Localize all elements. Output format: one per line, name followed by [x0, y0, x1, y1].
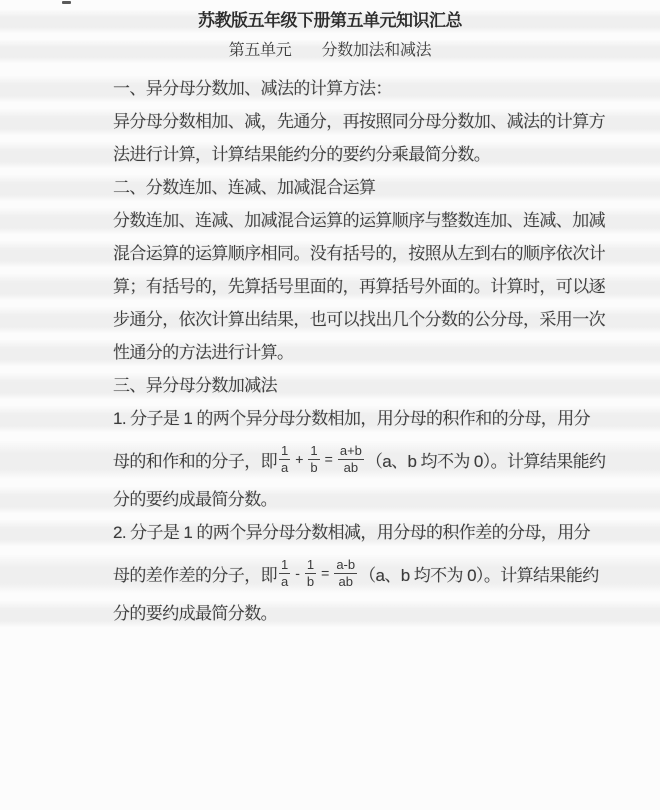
paragraph-line: 算；有括号的，先算括号里面的，再算括号外面的。计算时，可以逐 [0, 270, 660, 303]
paragraph-line: 法进行计算，计算结果能约分的要约分乘最简分数。 [0, 138, 660, 171]
subtitle-topic: 分数加法和减法 [321, 42, 432, 59]
denominator: a [281, 459, 289, 475]
paragraph-line: 异分母分数相加、减，先通分，再按照同分母分数加、减法的计算方 [0, 105, 660, 138]
item-1-intro-line: 1. 分子是 1 的两个异分母分数相加，用分母的积作和的分母，用分 [0, 402, 660, 435]
paragraph-line: 混合运算的运算顺序相同。没有括号的，按照从左到右的顺序依次计 [0, 237, 660, 270]
equals-sign: = [321, 565, 330, 581]
paragraph-line: 步通分，依次计算出结果，也可以找出几个分数的公分母，采用一次 [0, 303, 660, 336]
denominator: ab [338, 573, 353, 589]
fraction-result [334, 558, 357, 588]
section-heading-2: 二、分数连加、连减、加减混合运算 [0, 171, 660, 204]
denominator: b [306, 573, 315, 589]
fraction-1-over-b [308, 444, 319, 474]
formula-suffix: （a、b 均不为 0）。计算结果能约 [359, 565, 599, 585]
fraction-1-over-b [305, 558, 316, 588]
denominator: b [310, 459, 318, 475]
page-subtitle [0, 36, 660, 66]
subtitle-unit: 第五单元 [228, 42, 292, 59]
numerator: 1 [281, 442, 289, 458]
paragraph-line: 性通分的方法进行计算。 [0, 336, 660, 369]
fraction-result [338, 444, 364, 474]
minus-operator: - [295, 565, 300, 581]
formula-prefix: 母的差作差的分子，即 [113, 565, 277, 585]
numerator: 1 [281, 556, 289, 572]
item-2-formula-line [0, 549, 660, 597]
item-2-intro-line: 2. 分子是 1 的两个异分母分数相减，用分母的积作差的分母，用分 [0, 516, 660, 549]
item-1-closing-line: 分的要约成最简分数。 [0, 483, 660, 516]
item-2-closing-line: 分的要约成最简分数。 [0, 597, 660, 630]
scan-artifact [62, 1, 71, 4]
paragraph-line: 分数连加、连减、加减混合运算的运算顺序与整数连加、连减、加减 [0, 204, 660, 237]
numerator: 1 [310, 442, 318, 458]
numerator: a+b [339, 442, 362, 458]
denominator: ab [343, 459, 359, 475]
item-1-formula-line [0, 435, 660, 483]
numerator: a-b [336, 556, 356, 572]
page-title: 苏教版五年级下册第五单元知识汇总 [0, 6, 660, 36]
numerator: 1 [306, 556, 315, 572]
fraction-1-over-a [279, 558, 290, 588]
formula-prefix: 母的和作和的分子，即 [113, 451, 277, 471]
formula-suffix: （a、b 均不为 0）。计算结果能约 [365, 451, 606, 471]
plus-operator: + [295, 451, 304, 467]
section-heading-1: 一、异分母分数加、减法的计算方法： [0, 72, 660, 105]
denominator: a [281, 573, 289, 589]
document-content [0, 6, 660, 630]
fraction-1-over-a [279, 444, 290, 474]
section-heading-3: 三、异分母分数加减法 [0, 369, 660, 402]
equals-sign: = [324, 451, 333, 467]
